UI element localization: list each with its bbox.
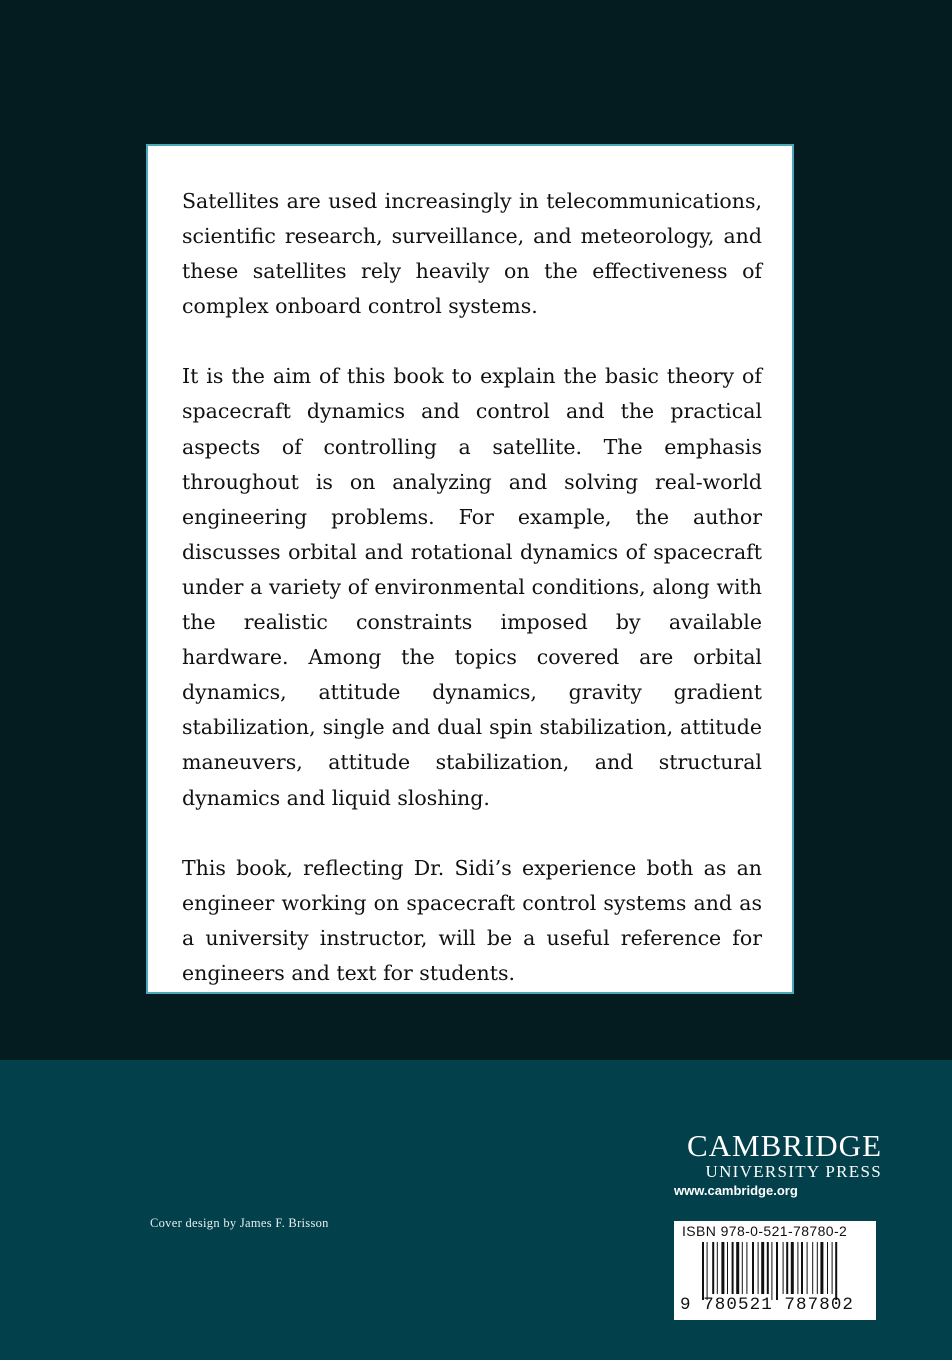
barcode-bar bbox=[801, 1242, 803, 1294]
barcode-digits: 9 780521 787802 bbox=[680, 1295, 855, 1315]
barcode-bar bbox=[791, 1242, 794, 1294]
barcode-bar bbox=[832, 1242, 833, 1294]
blurb-panel bbox=[146, 144, 794, 994]
barcode-bar bbox=[736, 1242, 739, 1294]
publisher-name: CAMBRIDGE bbox=[686, 1128, 882, 1163]
barcode-bar bbox=[786, 1242, 788, 1294]
publisher-subtitle: UNIVERSITY PRESS bbox=[705, 1162, 882, 1181]
barcode-bar bbox=[771, 1242, 772, 1300]
barcode-bar bbox=[820, 1242, 823, 1294]
blurb-paragraph-2: It is the aim of this book to explain the basic theory of spacecraft dynamics and control and the practical aspects of controlling a satellite. The emphasis throughout is on analyzing and solving real-world engineering problems. For example, the author discusses orbital and rotational dynamics of spacecraft under a variety of environmental conditions, along with the realistic constraints imposed by available hardware. Among the topics covered are orbital dynamics, attitude dynamics, gravity gradient stabilization, single and dual spin stabilization, attitude maneuvers, attitude stabilization, and structural dynamics and liquid sloshing. bbox=[182, 364, 762, 810]
barcode-bar bbox=[732, 1242, 734, 1294]
barcode-bar bbox=[712, 1242, 714, 1294]
barcode-bar bbox=[767, 1242, 769, 1294]
barcode-bar bbox=[807, 1242, 808, 1294]
blurb-text bbox=[182, 184, 762, 1026]
blurb-paragraph-1: Satellites are used increasingly in telecommunications, scientific research, surveillance, and meteorology, and these satellites rely heavily on the effectiveness of complex onboard control systems. bbox=[182, 189, 762, 319]
barcode-bar bbox=[835, 1242, 837, 1300]
barcode-bar bbox=[721, 1242, 724, 1294]
barcode-bar bbox=[797, 1242, 798, 1294]
barcode-bar bbox=[758, 1242, 759, 1294]
barcode-bar bbox=[727, 1242, 728, 1294]
barcode-bar bbox=[827, 1242, 828, 1294]
isbn-label: ISBN 978-0-521-78780-2 bbox=[682, 1223, 848, 1239]
barcode-bar bbox=[812, 1242, 813, 1294]
isbn-barcode-box bbox=[674, 1221, 876, 1320]
barcode-icon bbox=[702, 1242, 862, 1300]
barcode-bar bbox=[783, 1242, 784, 1294]
barcode-bar bbox=[761, 1242, 764, 1294]
blurb-paragraph-3: This book, reflecting Dr. Sidi’s experience both as an engineer working on spacecraft control systems and as a university instructor, will be a useful reference for engineers and text for students. bbox=[182, 855, 762, 985]
cover-design-credit: Cover design by James F. Brisson bbox=[150, 1216, 329, 1230]
barcode-bar bbox=[717, 1242, 718, 1294]
barcode-bar bbox=[702, 1242, 704, 1300]
barcode-bar bbox=[776, 1242, 778, 1300]
barcode-bar bbox=[752, 1242, 754, 1294]
barcode-bar bbox=[746, 1242, 747, 1294]
publisher-url: www.cambridge.org bbox=[674, 1183, 798, 1198]
barcode-bar bbox=[742, 1242, 743, 1294]
barcode-bar bbox=[707, 1242, 708, 1300]
barcode-bar bbox=[817, 1242, 818, 1294]
publisher-logo bbox=[660, 1130, 882, 1200]
